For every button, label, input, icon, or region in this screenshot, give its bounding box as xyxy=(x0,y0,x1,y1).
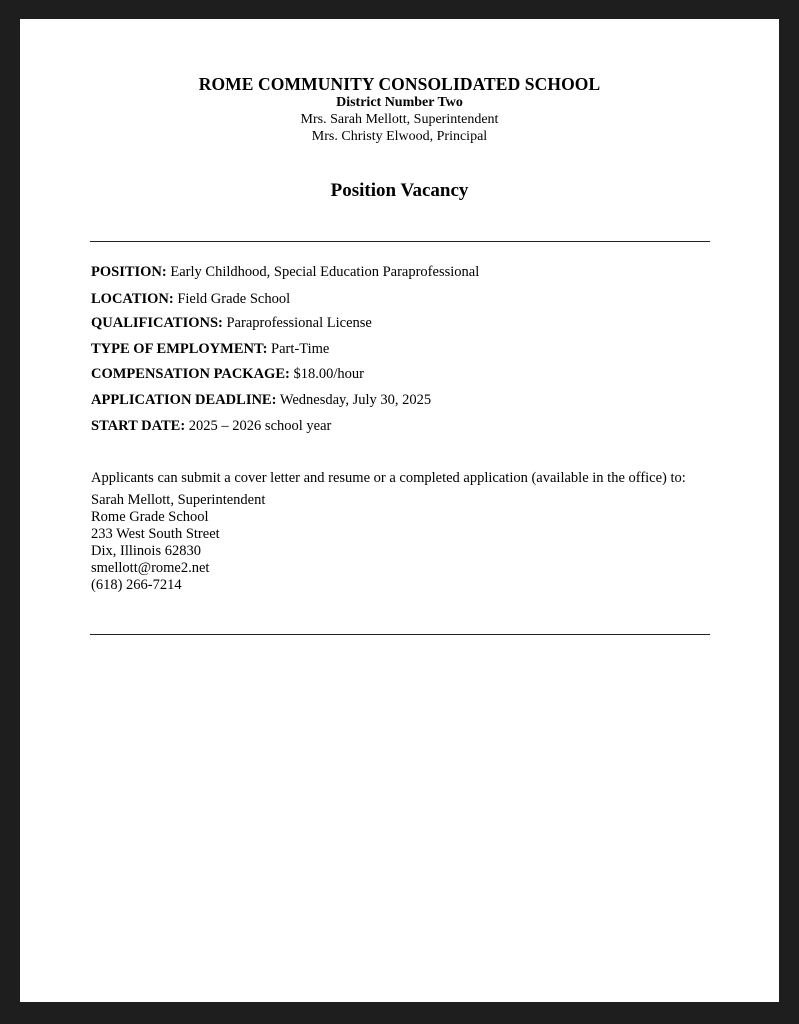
detail-value: Field Grade School xyxy=(177,292,291,307)
detail-value: $18.00/hour xyxy=(293,366,364,383)
page-title: Position Vacancy xyxy=(330,180,469,201)
superintendent-line: Mrs. Sarah Mellott, Superintendent xyxy=(300,112,499,127)
detail-label: COMPENSATION PACKAGE: xyxy=(91,366,290,383)
contact-school: Rome Grade School xyxy=(91,509,209,526)
top-divider xyxy=(90,241,710,242)
detail-value: Early Childhood, Special Education Paraprofessional xyxy=(170,264,480,280)
document-page xyxy=(20,19,779,1002)
detail-location xyxy=(91,293,711,309)
contact-phone: (618) 266-7214 xyxy=(91,577,182,594)
detail-start-date xyxy=(91,417,711,443)
contact-block xyxy=(91,492,491,595)
detail-qualifications xyxy=(91,314,711,340)
position-details xyxy=(91,263,711,442)
detail-label: LOCATION: xyxy=(91,292,174,307)
letterhead xyxy=(20,74,779,145)
district-name: District Number Two xyxy=(336,95,463,110)
detail-label: TYPE OF EMPLOYMENT: xyxy=(91,340,268,357)
detail-label: POSITION: xyxy=(91,264,167,280)
detail-position xyxy=(91,263,711,289)
detail-deadline xyxy=(91,391,711,417)
detail-label: QUALIFICATIONS: xyxy=(91,315,223,332)
bottom-divider xyxy=(90,634,710,635)
contact-name: Sarah Mellott, Superintendent xyxy=(91,492,266,508)
detail-value: Wednesday, July 30, 2025 xyxy=(279,391,432,408)
contact-city: Dix, Illinois 62830 xyxy=(91,543,201,560)
school-name: ROME COMMUNITY CONSOLIDATED SCHOOL xyxy=(198,74,601,94)
contact-street: 233 West South Street xyxy=(91,526,220,543)
detail-value: Part-Time xyxy=(271,340,330,357)
detail-compensation xyxy=(91,365,711,391)
detail-value: Paraprofessional License xyxy=(226,315,372,332)
contact-email: smellott@rome2.net xyxy=(91,560,210,577)
detail-label: START DATE: xyxy=(91,417,186,434)
detail-type-of-employment xyxy=(91,340,711,366)
detail-label: APPLICATION DEADLINE: xyxy=(91,391,277,408)
application-instructions: Applicants can submit a cover letter and resume or a completed application (available in the office) to: xyxy=(91,470,686,486)
detail-value: 2025 – 2026 school year xyxy=(188,417,332,434)
principal-line: Mrs. Christy Elwood, Principal xyxy=(311,129,488,144)
